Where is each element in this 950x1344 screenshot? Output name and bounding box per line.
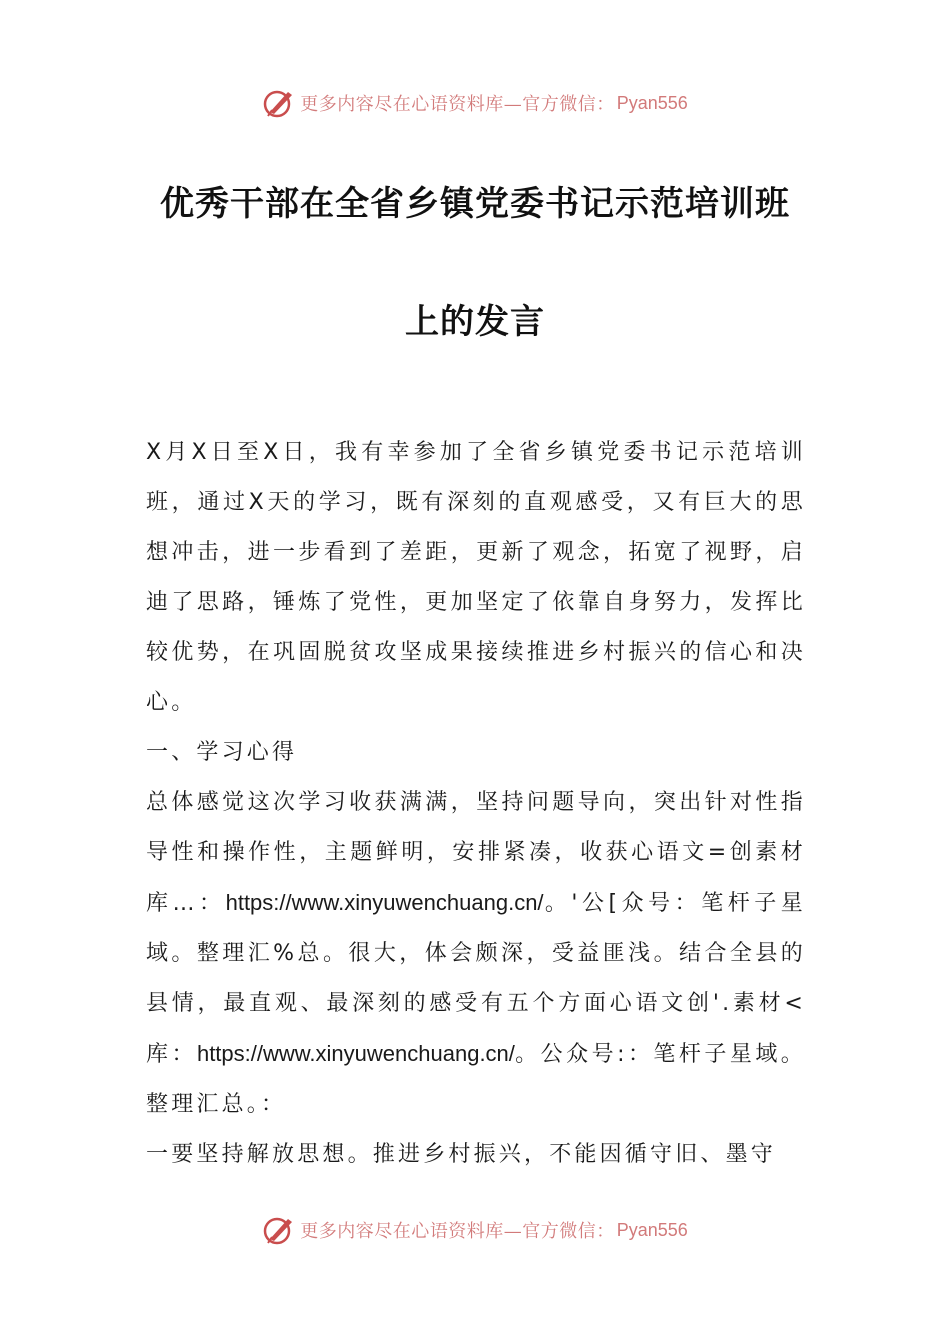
- header-banner-text: 更多内容尽在心语资料库—官方微信：: [300, 94, 615, 115]
- quill-logo-icon: [262, 86, 296, 120]
- summary-text-a: 总体感觉这次学习收获满满，坚持问题导向，突出针对性指导性和操作性，主题鲜明，安排紧凑，收获心语文=创素材库…：: [146, 790, 806, 916]
- paragraph-summary: [146, 778, 806, 1130]
- paragraph-point-one: 一要坚持解放思想。推进乡村振兴，不能因循守旧、墨守: [146, 1142, 777, 1167]
- footer-banner: [0, 1210, 950, 1250]
- summary-text-b: 。'公[众号：笔杆子星域。整理汇%总。很大，体会颇深，受益匪浅。结合全县的县情，最直观、最深刻的感受有五个方面心语文创'.素材<库：: [146, 891, 806, 1067]
- source-url-link-2[interactable]: https://www.xinyuwenchuang.cn/: [196, 1041, 515, 1066]
- document-title-line1: 优秀干部在全省乡镇党委书记示范培训班: [160, 184, 790, 224]
- summary-text-c: 。公众号:：笔杆子星域。整理汇总。：: [146, 1042, 806, 1117]
- document-title-line2: 上的发言: [405, 302, 545, 342]
- section-heading: 一、学习心得: [146, 740, 298, 765]
- paragraph-intro: X月X日至X日，我有幸参加了全省乡镇党委书记示范培训班，通过X天的学习，既有深刻的直观感受，又有巨大的思想冲击，进一步看到了差距，更新了观念，拓宽了视野，启迪了思路，锤炼了党性，更加坚定了依靠自身努力，发挥比较优势，在巩固脱贫攻坚成果接续推进乡村振兴的信心和决心。: [146, 440, 806, 715]
- quill-logo-icon: [262, 1213, 296, 1247]
- header-banner: [0, 83, 950, 123]
- footer-banner-text: 更多内容尽在心语资料库—官方微信：: [300, 1221, 615, 1242]
- document-body: [146, 428, 806, 1188]
- header-wechat-id: Pyan556: [616, 92, 688, 113]
- footer-wechat-id: Pyan556: [616, 1219, 688, 1240]
- source-url-link-1[interactable]: https://www.xinyuwenchuang.cn/: [225, 890, 544, 915]
